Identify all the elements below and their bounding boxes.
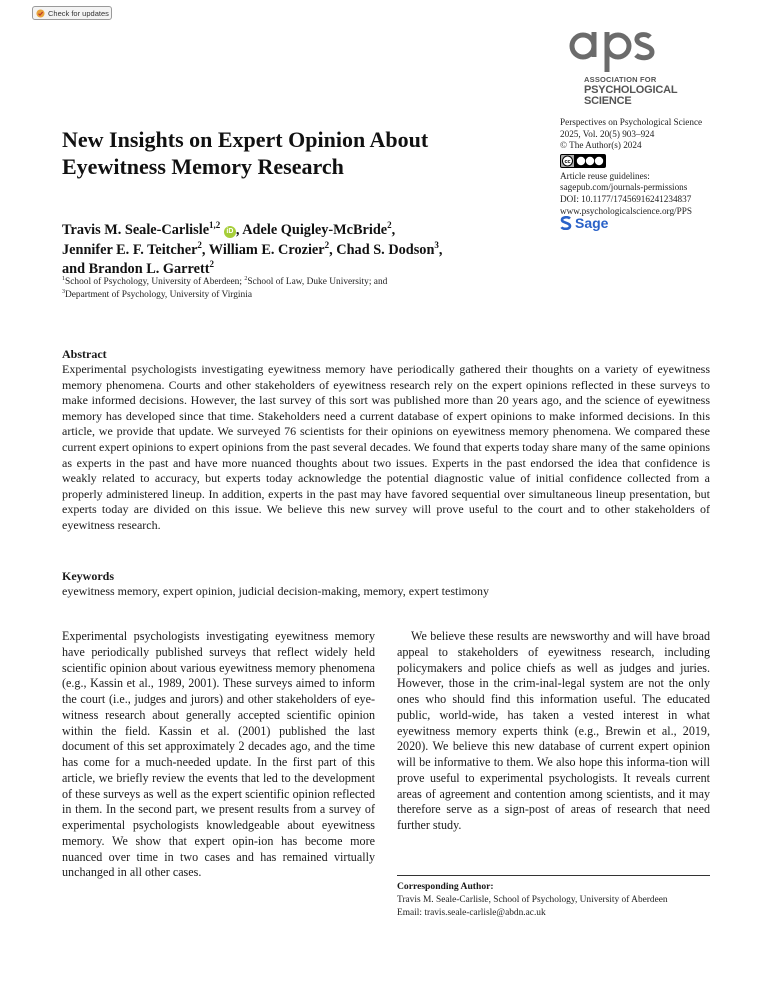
doi-link[interactable]: DOI: 10.1177/17456916241234837 xyxy=(560,193,692,204)
author-affiliation-marker: 1,2 xyxy=(209,220,221,231)
corresponding-author-name: Travis M. Seale-Carlisle, School of Psychology, University of Aberdeen xyxy=(397,895,668,905)
abstract-heading: Abstract xyxy=(62,347,107,361)
affiliation-text: Department of Psychology, University of Virginia xyxy=(65,289,252,300)
orcid-icon[interactable]: iD xyxy=(224,226,236,238)
author-separator: , xyxy=(438,241,443,258)
keywords-heading: Keywords xyxy=(62,569,114,583)
corresponding-author-details xyxy=(397,894,717,919)
author-affiliation-marker: 2 xyxy=(387,220,392,231)
author-name[interactable]: , William E. Crozier xyxy=(201,241,325,258)
affiliation-text: School of Law, Duke University; and xyxy=(247,277,388,287)
keywords-text: eyewitness memory, expert opinion, judicial decision-making, memory, expert testimony xyxy=(62,584,490,598)
author-name[interactable]: and Brandon L. Garrett xyxy=(62,261,210,277)
check-for-updates-button[interactable] xyxy=(32,6,112,20)
sage-logo xyxy=(560,215,608,231)
author-name[interactable]: , Chad S. Dodson xyxy=(329,241,435,258)
author-affiliation-marker: 2 xyxy=(324,239,330,250)
footnote-divider xyxy=(397,875,710,876)
author-affiliation-marker: 3 xyxy=(434,239,439,250)
check-updates-icon xyxy=(36,9,45,18)
aps-wordmark xyxy=(566,26,676,74)
publisher-name: Sage xyxy=(575,215,609,231)
affiliation-marker: 2 xyxy=(244,275,248,282)
affiliation-marker: 1 xyxy=(62,275,65,282)
aps-logo xyxy=(566,26,678,107)
author-name[interactable]: Travis M. Seale-Carlisle xyxy=(62,222,210,238)
article-title: New Insights on Expert Opinion About Eyewitness Memory Research xyxy=(62,127,429,179)
body-column-right xyxy=(397,629,710,834)
author-name[interactable]: , Adele Quigley-McBride xyxy=(235,222,388,238)
creative-commons-icon xyxy=(560,154,606,168)
reuse-link[interactable]: sagepub.com/journals-permissions xyxy=(560,182,688,193)
journal-citation: 2025, Vol. 20(5) 903–924 xyxy=(560,128,655,139)
body-paragraph: We believe these results are newsworthy and will have broad appeal to stakeholders of eyewitness research, including policymakers and police chiefs as well as judges and juries. However, those in the crim-inal-legal system are not the only ones who should find this information useful. The educated public, world-wide, has taken a vested interest in what eyewitness memory experts think (e.g., Brewin et al., 2019, 2020). We believe this new database of current expert opinion will be informative to them. We also hope this informa-tion will prove useful to experimental psychologists. It reveals current areas of agreement and contention among scientists, and it may therefore serve as a sign-post of areas of research that need further study. xyxy=(397,629,710,832)
svg-text:cc: cc xyxy=(564,158,571,165)
author-list: Travis M. Seale-Carlisle$^{1,2}$ iD , Adele Quigley-McBride$^2$, Jennifer E. F. Teitcher$^2$, William E. Crozier$^2$, Chad S. Dodson$^3$, and Brandon L. Garrett$^2$ xyxy=(62,220,443,277)
author-affiliation-marker: 2 xyxy=(197,239,202,250)
body-column-left xyxy=(62,629,375,881)
affiliation-marker: 3 xyxy=(62,288,65,295)
author-name[interactable]: Jennifer E. F. Teitcher xyxy=(62,241,198,258)
body-paragraph: Experimental psychologists investigating eyewitness memory have periodically published surveys that reflect widely held scientific opinion about various eyewitness memory phenomena (e.g., Kassin et al., 1989, 2001). These surveys aimed to inform the court (i.e., judges and jurors) and other stakeholders of eye-witness research about generally accepted scientific opinion within the field. Kassin et al. (2001) published the last document of this set approximately 2 decades ago, and the time has come for a much-needed update. In the first part of this article, we briefly review the events that led to the development of these surveys as well as the expert scientific opinion reflected in them. In the second part, we present results from a survey of experimental psychologists knowledgeable about eyewitness memory. We show that expert opin-ion has become more nuanced over time in two cases and has remained virtually unchanged in all other cases. xyxy=(62,629,375,880)
journal-name: Perspectives on Psychological Science xyxy=(560,117,703,127)
check-for-updates-label: Check for updates xyxy=(48,8,109,18)
author-affiliation-marker: 2 xyxy=(209,259,214,270)
corresponding-author-email[interactable]: Email: travis.seale-carlisle@abdn.ac.uk xyxy=(397,907,546,918)
sage-s-icon xyxy=(560,216,572,230)
affiliations xyxy=(62,276,532,301)
reuse-label: Article reuse guidelines: xyxy=(560,170,650,181)
logo-line2: PSYCHOLOGICAL SCIENCE xyxy=(584,84,678,107)
journal-copyright: © The Author(s) 2024 xyxy=(560,140,642,151)
logo-line1: ASSOCIATION FOR xyxy=(584,75,657,84)
corresponding-author-heading: Corresponding Author: xyxy=(397,881,494,892)
abstract-text: Experimental psychologists investigating eyewitness memory have periodically gathered their thoughts on a variety of eyewitness memory phenomena. Courts and other stakeholders of eyewitness research rely on the expert opinions reflected in these surveys to make informed decisions. However, the last survey of this sort was published more than 20 years ago, and the science of eyewitness memory has developed since that time. Stakeholders need a current database of expert opinions to make informed decisions. In this article, we provide that update. We surveyed 76 scientists for their opinions on eyewitness memory phenomena. We compared these current expert opinions to expert opinions from the past several decades. We found that experts today share many of the same opinions as experts in the past and have more nuanced thoughts about two issues. Experts in the past endorsed the idea that confidence is weakly related to accuracy, but experts today acknowledge the potential diagnostic value of initial confidence collected from a properly administered lineup. In addition, experts in the past may have favored sequential over simultaneous lineup presentation, but experts today are divided on this issue. We believe this new survey will prove useful to the court and to other stakeholders of eyewitness research. xyxy=(62,362,710,532)
journal-website-link[interactable]: www.psychologicalscience.org/PPS xyxy=(560,205,692,216)
affiliation-text: School of Psychology, University of Aberdeen; xyxy=(65,277,245,287)
journal-info xyxy=(560,117,760,217)
